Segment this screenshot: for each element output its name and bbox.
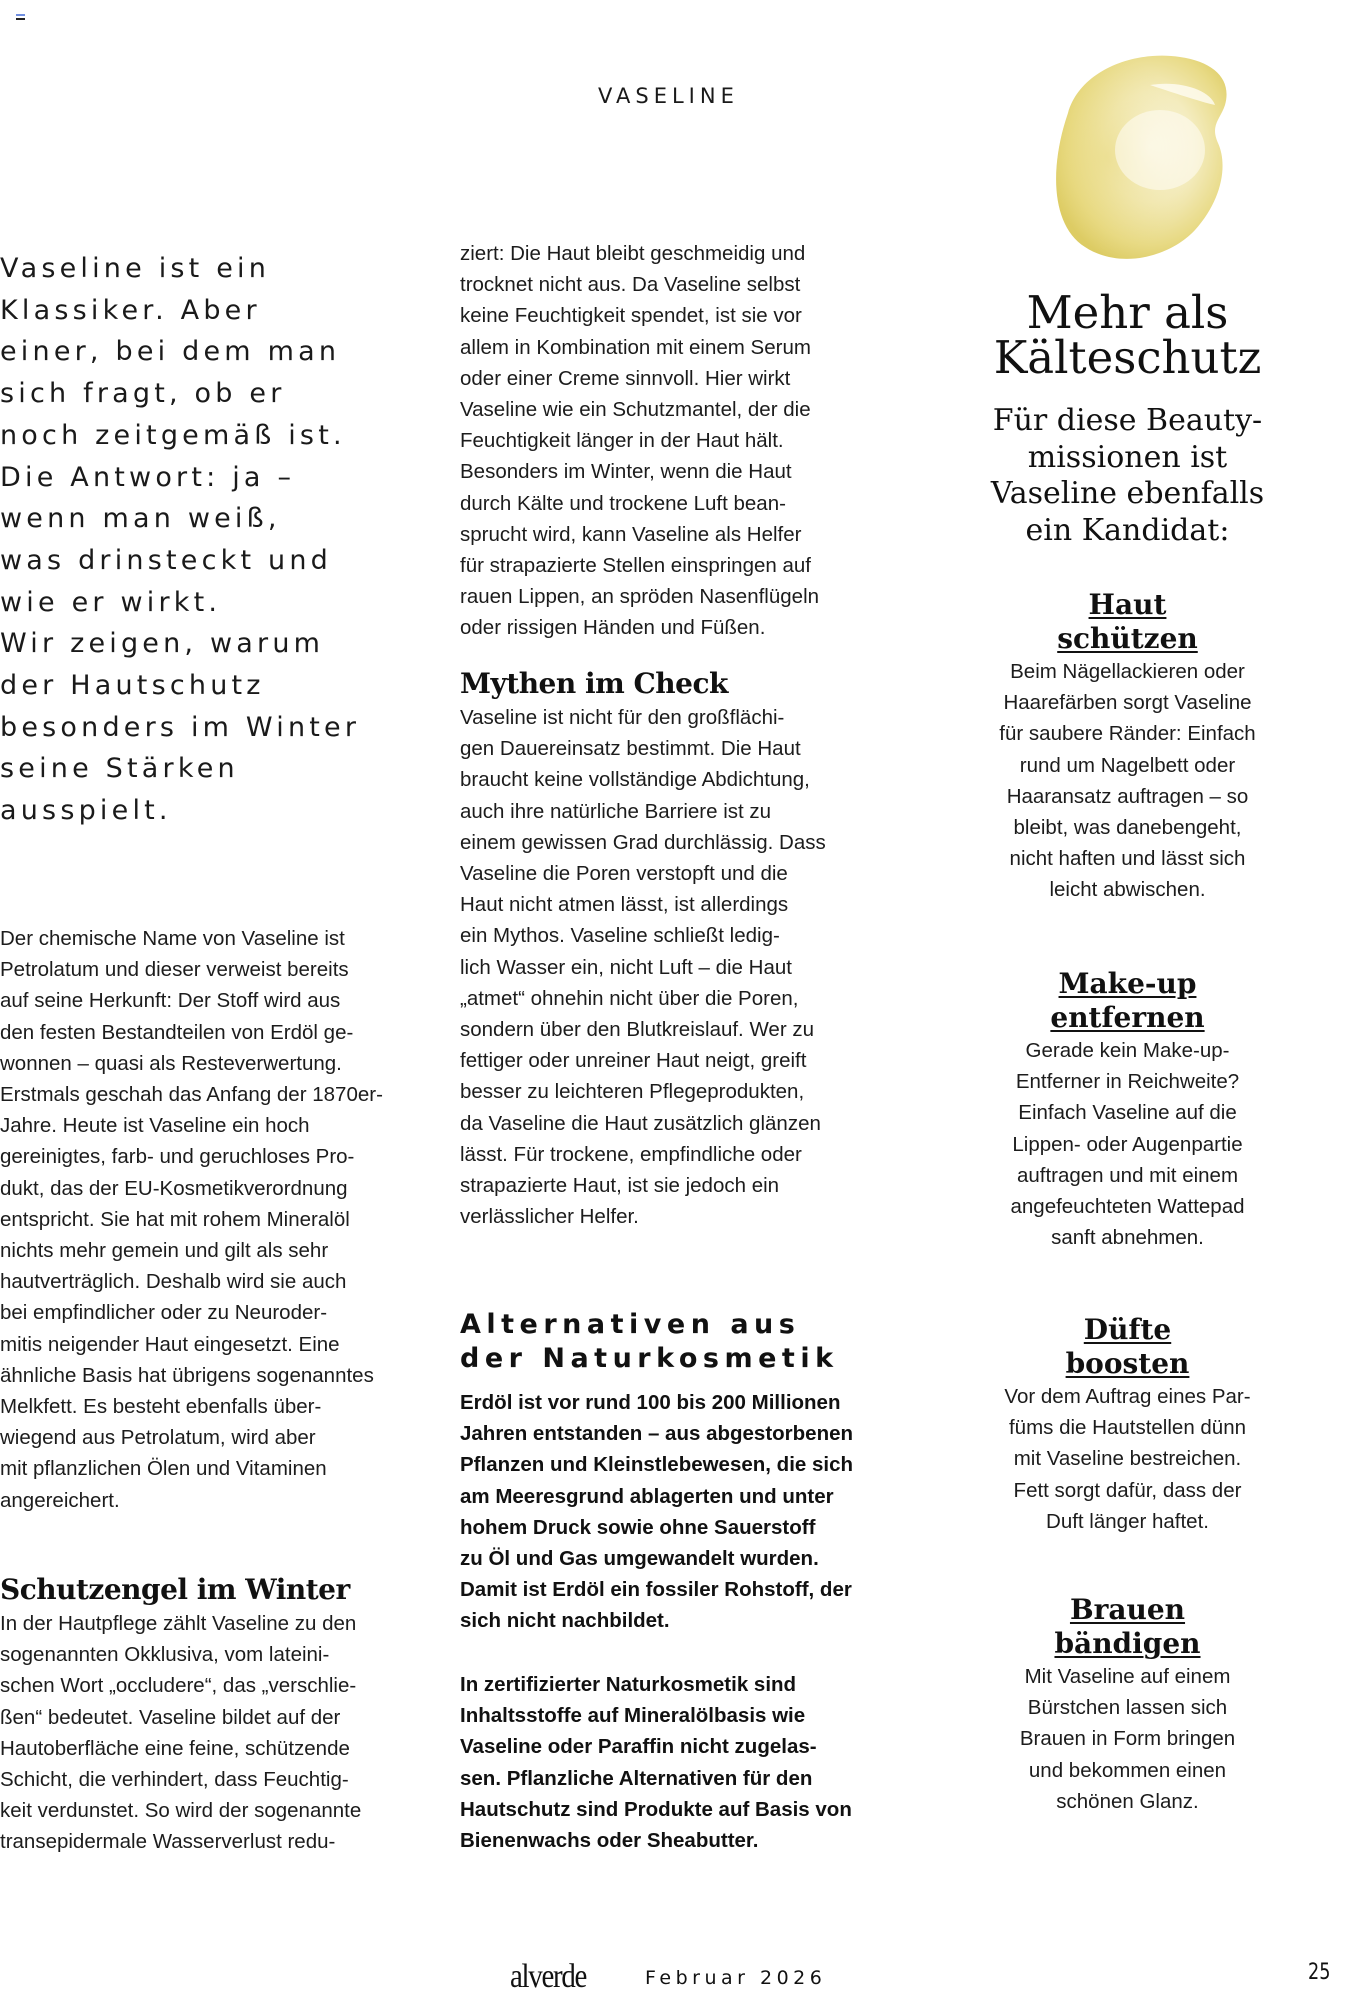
text-line: ein Mythos. Vaseline schließt ledig-: [460, 924, 780, 948]
tip-brauen-baendigen: [965, 1593, 1290, 1817]
tip-make-up-entfernen: [965, 967, 1290, 1253]
text-line: sogenannten Okklusiva, vom lateini-: [0, 1643, 330, 1667]
text-line: ziert: Die Haut bleibt geschmeidig und: [460, 242, 806, 265]
text-line: lich Wasser ein, nicht Luft – die Haut: [460, 955, 792, 979]
tip-text-line: Duft länger haftet.: [1046, 1509, 1209, 1533]
tip-text-line: Haarefärben sorgt Vaseline: [1003, 691, 1252, 715]
text-line: Vaseline die Poren verstopft und die: [460, 862, 788, 886]
text-line: sondern über den Blutkreislauf. Wer zu: [460, 1018, 815, 1042]
sidebar-title: [965, 286, 1290, 384]
text-line: mitis neigender Haut eingesetzt. Eine: [0, 1332, 340, 1356]
section-heading-alternativen: [460, 1308, 839, 1376]
text-line: da Vaseline die Haut zusätzlich glänzen: [460, 1111, 821, 1135]
text-line: Damit ist Erdöl ein fossiler Rohstoff, der: [460, 1578, 852, 1602]
tip-text-line: Einfach Vaseline auf die: [1018, 1101, 1237, 1125]
text-line: Bienenwachs oder Sheabutter.: [460, 1829, 759, 1853]
page-number: 25: [1308, 1960, 1331, 1985]
sidebar-subtitle-line: ein Kandidat:: [1025, 512, 1230, 548]
section-heading-mythen: Mythen im Check: [460, 667, 728, 700]
text-line: dukt, das der EU-Kosmetikverordnung: [0, 1176, 348, 1200]
tip-text-line: Bürstchen lassen sich: [1027, 1696, 1228, 1720]
text-line: den festen Bestandteilen von Erdöl ge-: [0, 1020, 354, 1044]
article-lead: [0, 248, 440, 832]
heading-line: der Naturkosmetik: [460, 1343, 839, 1374]
text-line: transepidermale Wasserverlust redu-: [0, 1830, 336, 1854]
lead-line: wie er wirkt.: [0, 586, 222, 618]
text-line: Petrolatum und dieser verweist bereits: [0, 958, 349, 982]
sidebar-subtitle-line: Für diese Beauty-: [992, 403, 1263, 438]
lead-line: besonders im Winter: [0, 711, 361, 743]
tip-heading: Haut: [1088, 588, 1167, 621]
menu-icon-bar: [16, 18, 25, 20]
text-line: oder rissigen Händen und Füßen.: [460, 616, 766, 640]
footer-brand-logo: alverde: [510, 1958, 587, 1995]
sidebar-subtitle-line: Vaseline ebenfalls: [990, 476, 1265, 511]
text-line: einem gewissen Grad durchlässig. Dass: [460, 830, 826, 854]
text-line: rauen Lippen, an spröden Nasenflügeln: [460, 585, 820, 609]
tip-text-line: rund um Nagelbett oder: [1019, 753, 1236, 777]
text-line: Erstmals geschah das Anfang der 1870er-: [0, 1083, 383, 1107]
footer-issue-date: Februar 2026: [645, 1967, 827, 1989]
lead-line: Klassiker. Aber: [0, 294, 261, 326]
text-line: schen Wort „occludere“, das „verschlie-: [0, 1674, 357, 1698]
lead-line: was drinsteckt und: [0, 544, 333, 576]
text-line: Der chemische Name von Vaseline ist: [0, 927, 345, 950]
lead-line: seine Stärken: [0, 753, 239, 785]
text-line: sprucht wird, kann Vaseline als Helfer: [460, 522, 802, 546]
text-line: hautverträglich. Deshalb wird sie auch: [0, 1270, 347, 1294]
text-line: auch ihre natürliche Barriere ist zu: [460, 799, 772, 823]
tip-heading: entfernen: [1050, 1001, 1205, 1034]
text-line: nichts mehr gemein und gilt als sehr: [0, 1239, 329, 1263]
text-line: gen Dauereinsatz bestimmt. Die Haut: [460, 737, 801, 761]
lead-line: Die Antwort: ja –: [0, 461, 296, 493]
text-line: sen. Pflanzliche Alternativen für den: [460, 1766, 813, 1790]
text-line: ähnliche Basis hat übrigens sogenanntes: [0, 1363, 374, 1387]
text-line: hohem Druck sowie ohne Sauerstoff: [460, 1515, 816, 1539]
text-line: auf seine Herkunft: Der Stoff wird aus: [0, 989, 341, 1013]
tip-heading: boosten: [1065, 1347, 1190, 1380]
text-line: Inhaltsstoffe auf Mineralölbasis wie: [460, 1704, 806, 1728]
tip-text-line: leicht abwischen.: [1049, 878, 1206, 902]
text-line: zu Öl und Gas umgewandelt wurden.: [460, 1547, 819, 1571]
text-line: ßen“ bedeutet. Vaseline bildet auf der: [0, 1705, 341, 1729]
text-line: fettiger oder unreiner Haut neigt, greift: [460, 1049, 807, 1073]
lead-line: einer, bei dem man: [0, 336, 341, 368]
intro-paragraph: [0, 923, 430, 1516]
text-line: bei empfindlicher oder zu Neuroder-: [0, 1301, 328, 1325]
lead-line: noch zeitgemäß ist.: [0, 419, 346, 451]
sidebar-subtitle-line: missionen ist: [1027, 439, 1228, 475]
tip-heading: Make-up: [1058, 967, 1197, 1000]
text-line: allem in Kombination mit einem Serum: [460, 335, 811, 359]
tip-heading: schützen: [1057, 622, 1198, 655]
text-line: In der Hautpflege zählt Vaseline zu den: [0, 1612, 357, 1635]
tip-text-line: angefeuchteten Wattepad: [1010, 1195, 1245, 1219]
text-line: Feuchtigkeit länger in der Haut hält.: [460, 429, 784, 453]
tip-heading: Düfte: [1083, 1313, 1172, 1346]
text-line: Jahre. Heute ist Vaseline ein hoch: [0, 1114, 310, 1138]
menu-icon[interactable]: [16, 14, 25, 24]
section-heading-schutzengel: Schutzengel im Winter: [0, 1573, 350, 1606]
tip-text-line: Mit Vaseline auf einem: [1024, 1665, 1231, 1688]
lead-line: wenn man weiß,: [0, 503, 281, 535]
tip-heading: Brauen: [1069, 1593, 1186, 1626]
section-label: VASELINE: [598, 84, 739, 108]
menu-icon-bar: [16, 14, 25, 16]
schutzengel-paragraph: [0, 1608, 430, 1858]
tip-text-line: Beim Nägellackieren oder: [1010, 660, 1245, 683]
text-line: Schicht, die verhindert, dass Feuchtig-: [0, 1768, 349, 1792]
tip-text-line: Brauen in Form bringen: [1019, 1727, 1236, 1751]
text-line: mit pflanzlichen Ölen und Vitaminen: [0, 1457, 327, 1481]
text-line: Vaseline wie ein Schutzmantel, der die: [460, 398, 811, 422]
text-line: trocknet nicht aus. Da Vaseline selbst: [460, 273, 801, 297]
text-line: Besonders im Winter, wenn die Haut: [460, 460, 792, 484]
text-line: lässt. Für trockene, empfindliche oder: [460, 1142, 802, 1166]
text-line: Haut nicht atmen lässt, ist allerdings: [460, 893, 789, 917]
text-line: für strapazierte Stellen einspringen auf: [460, 554, 811, 578]
tip-text-line: auftragen und mit einem: [1016, 1163, 1239, 1187]
alternativen-paragraph-2: [460, 1669, 900, 1856]
tip-text-line: Fett sorgt dafür, dass der: [1013, 1478, 1242, 1502]
text-line: durch Kälte und trockene Luft bean-: [460, 491, 786, 515]
text-line: wonnen – quasi als Resteverwertung.: [0, 1051, 342, 1075]
tip-text-line: Haaransatz auftragen – so: [1006, 784, 1249, 808]
tip-text-line: bleibt, was danebengeht,: [1013, 816, 1242, 840]
text-line: wiegend aus Petrolatum, wird aber: [0, 1426, 316, 1450]
vaseline-image: [1010, 25, 1270, 270]
sidebar-title-line: Kälteschutz: [993, 331, 1262, 384]
tip-text-line: füms die Hautstellen dünn: [1008, 1416, 1247, 1440]
tip-text-line: nicht haften und lässt sich: [1009, 847, 1246, 871]
text-line: Melkfett. Es besteht ebenfalls über-: [0, 1395, 322, 1419]
tip-heading: bändigen: [1054, 1627, 1201, 1660]
mythen-paragraph: [460, 702, 900, 1232]
text-line: oder einer Creme sinnvoll. Hier wirkt: [460, 366, 791, 390]
continued-paragraph: [460, 238, 900, 644]
text-line: sich nicht nachbildet.: [460, 1609, 670, 1633]
text-line: „atmet“ ohnehin nicht über die Poren,: [460, 986, 799, 1010]
tip-text-line: Entferner in Reichweite?: [1015, 1070, 1240, 1094]
text-line: verlässlicher Helfer.: [460, 1205, 639, 1229]
lead-line: Wir zeigen, warum: [0, 628, 325, 660]
text-line: angereichert.: [0, 1488, 120, 1512]
lead-line: sich fragt, ob er: [0, 378, 286, 410]
text-line: strapazierte Haut, ist sie jedoch ein: [460, 1174, 780, 1198]
tip-text-line: für saubere Ränder: Einfach: [999, 722, 1256, 746]
tip-duefte-boosten: [965, 1313, 1290, 1537]
text-line: Jahren entstanden – aus abgestorbenen: [460, 1422, 854, 1446]
text-line: besser zu leichteren Pflegeprodukten,: [460, 1080, 805, 1104]
heading-line: Alternativen aus: [460, 1309, 801, 1340]
lead-line: der Hautschutz: [0, 670, 265, 702]
vaseline-blob-icon: [1010, 25, 1270, 270]
text-line: entspricht. Sie hat mit rohem Mineralöl: [0, 1207, 350, 1231]
text-line: Pflanzen und Kleinstlebewesen, die sich: [460, 1453, 854, 1477]
text-line: gereinigtes, farb- und geruchloses Pro-: [0, 1145, 355, 1169]
text-line: braucht keine vollständige Abdichtung,: [460, 768, 810, 792]
tip-text-line: schönen Glanz.: [1056, 1789, 1199, 1813]
text-line: Vaseline oder Paraffin nicht zugelas-: [460, 1735, 817, 1759]
tip-text-line: sanft abnehmen.: [1051, 1226, 1204, 1250]
sidebar-title-line: Mehr als: [1026, 286, 1229, 339]
text-line: keit verdunstet. So wird der sogenannte: [0, 1799, 362, 1823]
text-line: In zertifizierter Naturkosmetik sind: [460, 1673, 797, 1696]
alternativen-paragraph-1: [460, 1387, 900, 1637]
tip-text-line: Vor dem Auftrag eines Par-: [1004, 1385, 1251, 1408]
lead-line: Vaseline ist ein: [0, 253, 271, 284]
tip-text-line: Lippen- oder Augenpartie: [1012, 1132, 1243, 1156]
text-line: keine Feuchtigkeit spendet, ist sie vor: [460, 304, 802, 328]
text-line: Vaseline ist nicht für den großflächi-: [460, 706, 785, 729]
tip-haut-schuetzen: [965, 588, 1290, 906]
tip-text-line: und bekommen einen: [1028, 1758, 1227, 1782]
text-line: am Meeresgrund ablagerten und unter: [460, 1484, 834, 1508]
text-line: Hautoberfläche eine feine, schützende: [0, 1736, 350, 1760]
sidebar-subtitle: [965, 403, 1290, 549]
text-line: Hautschutz sind Produkte auf Basis von: [460, 1797, 852, 1821]
tip-text-line: mit Vaseline bestreichen.: [1013, 1447, 1242, 1471]
lead-line: ausspielt.: [0, 795, 172, 827]
text-line: Erdöl ist vor rund 100 bis 200 Millionen: [460, 1391, 841, 1414]
tip-text-line: Gerade kein Make-up-: [1025, 1039, 1230, 1062]
